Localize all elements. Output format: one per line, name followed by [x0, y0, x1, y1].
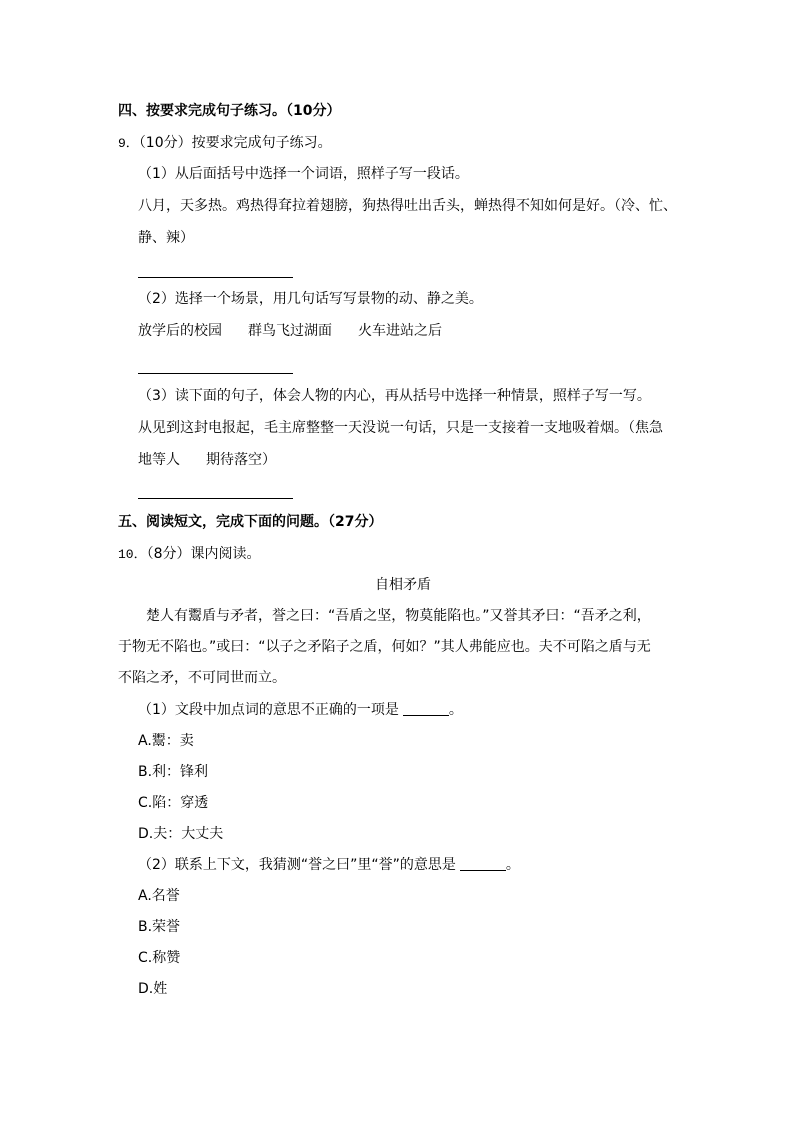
- passage-line: 不陷之矛，不可同世而立。: [118, 670, 286, 686]
- q9-part1-instruction: （1）从后面括号中选择一个词语，照样子写一段话。: [138, 166, 469, 182]
- q9-part3-example-line1: 从见到这封电报起，毛主席整整一天没说一句话，只是一支接着一支地吸着烟。（焦急: [138, 420, 663, 436]
- q10-sub1-question: [138, 700, 463, 720]
- answer-line[interactable]: [138, 277, 293, 278]
- section-four-heading: 四、按要求完成句子练习。（10分）: [118, 103, 341, 119]
- situation-option: 地等人: [138, 452, 180, 468]
- section-five-heading: 五、阅读短文，完成下面的问题。（27分）: [118, 514, 383, 530]
- q9-part1-example-line2: 静、辣）: [138, 230, 194, 246]
- q9-part1-example-line1: 八月，天多热。鸡热得耷拉着翅膀，狗热得吐出舌头，蝉热得不知如何是好。（冷、忙、: [138, 198, 677, 214]
- question-number: 9．: [118, 136, 139, 151]
- choice-option-d[interactable]: D.姓: [138, 981, 168, 997]
- choice-option-c[interactable]: C.陷：穿透: [138, 795, 209, 811]
- passage-line: 楚人有鬻盾与矛者，誉之曰：“吾盾之坚，物莫能陷也。”又誉其矛曰：“吾矛之利，: [146, 608, 651, 624]
- choice-option-c[interactable]: C.称赞: [138, 950, 181, 966]
- scene-option: 放学后的校园: [138, 323, 222, 339]
- choice-option-b[interactable]: B.利：锋利: [138, 764, 209, 780]
- answer-line[interactable]: [138, 498, 293, 499]
- q9-part2-instruction: （2）选择一个场景，用几句话写写景物的动、静之美。: [138, 291, 483, 307]
- scene-option: 群鸟飞过湖面: [248, 323, 332, 339]
- sub-question-text: （1）文段中加点词的意思不正确的一项是: [138, 702, 399, 718]
- q9-part3-instruction: （3）读下面的句子，体会人物的内心，再从括号中选择一种情景，照样子写一写。: [138, 388, 651, 404]
- question-text: （10分）按要求完成句子练习。: [138, 135, 332, 151]
- situation-option: 期待落空）: [206, 452, 276, 468]
- choice-option-a[interactable]: A.名誉: [138, 888, 180, 904]
- choice-option-d[interactable]: D.夫：大丈夫: [138, 826, 224, 842]
- q10-sub2-question: [138, 855, 520, 875]
- sub-question-end: 。: [505, 857, 520, 873]
- sub-question-end: 。: [448, 702, 463, 718]
- answer-blank[interactable]: [460, 856, 506, 871]
- question-9-stem: [118, 133, 332, 154]
- question-text: （8分）课内阅读。: [146, 546, 261, 562]
- answer-blank[interactable]: [403, 701, 449, 716]
- question-number: 10．: [118, 547, 147, 562]
- sub-question-text: （2）联系上下文，我猜测“誉之曰”里“誉”的意思是: [138, 857, 456, 873]
- choice-option-b[interactable]: B.荣誉: [138, 919, 181, 935]
- answer-line[interactable]: [138, 373, 293, 374]
- q9-part2-options: [138, 321, 442, 341]
- scene-option: 火车进站之后: [358, 323, 442, 339]
- q9-part3-example-line2: [138, 450, 276, 470]
- passage-title: 自相矛盾: [375, 577, 431, 593]
- choice-option-a[interactable]: A.鬻：卖: [138, 733, 194, 749]
- passage-line: 于物无不陷也。”或曰：“以子之矛陷子之盾，何如？”其人弗能应也。夫不可陷之盾与无: [118, 639, 651, 655]
- question-10-stem: [118, 544, 261, 565]
